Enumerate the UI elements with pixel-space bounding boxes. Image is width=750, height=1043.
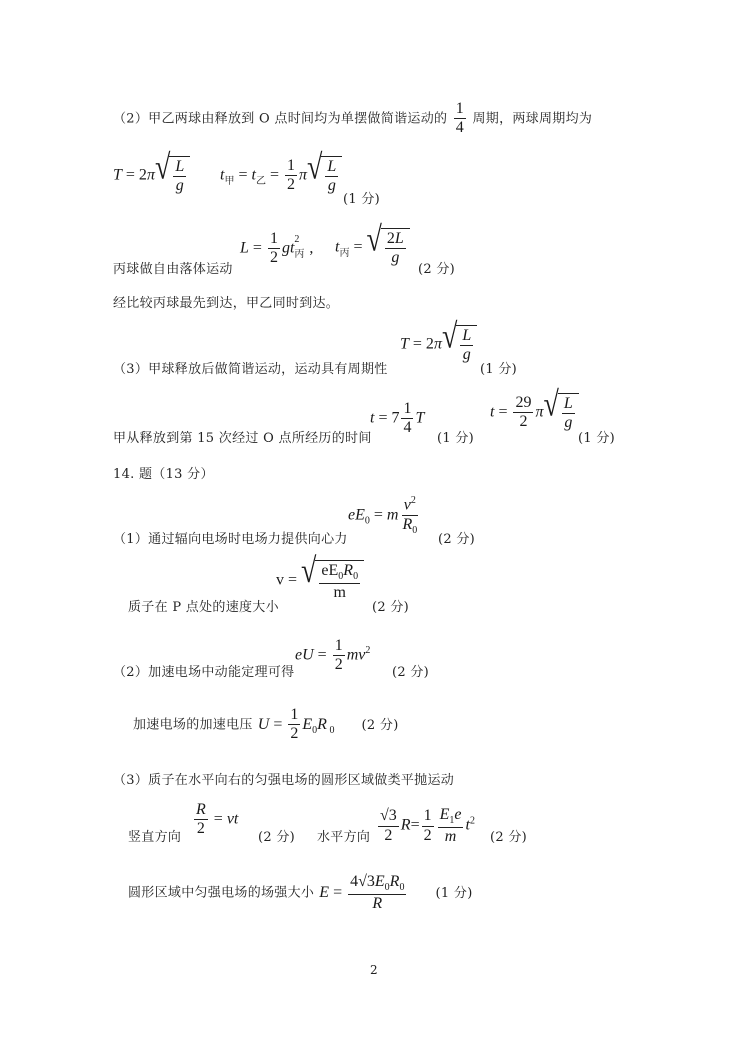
- horizontal-text: 水平方向: [317, 830, 371, 845]
- p14-title: 14. 题（13 分）: [113, 467, 214, 482]
- q3-period-formula: T = 2π √ $\frac{L}{g}$: [400, 325, 477, 365]
- p14-2-score: (2 分): [392, 665, 430, 680]
- period-formula: T = 2π √ $\frac{L}{g}$: [113, 156, 190, 196]
- speed-text: 质子在 P 点处的速度大小: [128, 600, 279, 615]
- vertical-score: (2 分): [258, 830, 296, 845]
- vertical-formula: $\frac{R}{2}$ = vt: [196, 801, 239, 838]
- field-score: (1 分): [435, 885, 473, 901]
- bing-score: (2 分): [418, 262, 456, 277]
- t-7-quarter-formula: t = 7 $\frac{1}{4}$ T: [370, 400, 425, 437]
- p14-3-text: （3）质子在水平向右的匀强电场的圆形区域做类平抛运动: [113, 773, 455, 788]
- accel-score: (2 分): [361, 717, 399, 733]
- jia15-score-b: (1 分): [578, 431, 616, 446]
- field-text: 圆形区域中匀强电场的场强大小: [128, 885, 315, 901]
- jia15-text: 甲从释放到第 15 次经过 O 点所经历的时间: [113, 431, 372, 446]
- page-number: 2: [370, 963, 378, 977]
- p14-1-score: (2 分): [438, 532, 476, 547]
- free-fall-formula: L = $\frac{1}{2}$ $gt_丙^2$ ,: [240, 230, 314, 267]
- field-line: [128, 873, 473, 913]
- horizontal-score: (2 分): [490, 830, 528, 845]
- accel-voltage-formula: U = $\frac{1}{2}$ $E_0R$ $_0$: [257, 706, 335, 743]
- kinetic-energy-formula: eU = $\frac{1}{2}$ $mv^2$: [295, 637, 371, 674]
- q3-text: （3）甲球释放后做简谐运动，运动具有周期性: [113, 362, 388, 377]
- q3-score: (1 分): [480, 362, 518, 377]
- q2-line: [113, 100, 592, 138]
- time-jia-yi-formula: $t_甲 = t_乙$ = $\frac{1}{2}$ π √ $\frac{L}{g}$: [220, 156, 342, 196]
- horizontal-formula: $\frac{√3}{2}$ R= $\frac{1}{2}$ $\frac{E_1e}{m}$ $t^2$: [380, 806, 475, 845]
- time-bing-formula: $t_丙$ = √ $\frac{2L}{g}$: [335, 228, 410, 268]
- bing-text: 丙球做自由落体运动: [113, 262, 233, 277]
- compare-text: 经比较丙球最先到达，甲乙同时到达。: [113, 296, 340, 311]
- jia15-score-a: (1 分): [437, 431, 475, 446]
- accel-line: [133, 706, 399, 744]
- q2-text: （2）甲乙两球由释放到 O 点时间均为单摆做简谐运动的: [113, 111, 448, 127]
- accel-text: 加速电场的加速电压: [133, 717, 253, 733]
- q2-text-after: 周期，两球周期均为: [472, 111, 593, 127]
- centripetal-formula: $eE_0 = m$ $\frac{v^2}{R_0}$: [348, 495, 418, 536]
- q2-score-1: (1 分): [343, 192, 381, 207]
- speed-formula: v = √ $\frac{eE_0R_0}{m}$: [276, 560, 364, 602]
- vertical-text: 竖直方向: [128, 830, 182, 845]
- t-29-half-formula: t = $\frac{29}{2}$ π √ $\frac{L}{g}$: [490, 393, 579, 433]
- speed-score: (2 分): [372, 600, 410, 615]
- p14-2-text: （2）加速电场中动能定理可得: [113, 665, 295, 680]
- field-strength-formula: E = $\frac{4√3E_0R_0}{R}$: [319, 873, 405, 912]
- quarter-fraction: $\frac{1}{4}$: [455, 100, 465, 137]
- p14-1-text: （1）通过辐向电场时电场力提供向心力: [113, 532, 348, 547]
